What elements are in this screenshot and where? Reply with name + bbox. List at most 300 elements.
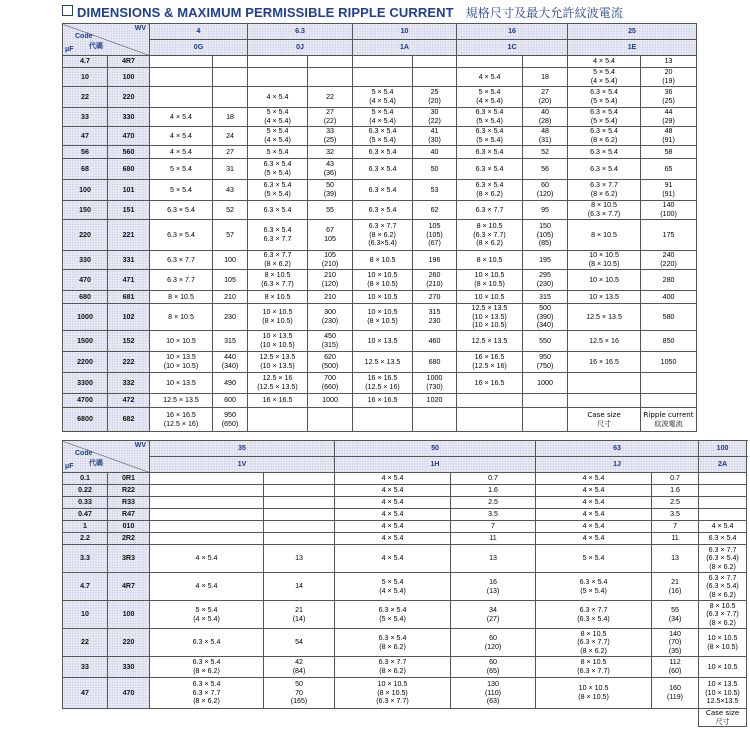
case-size-cell [457, 56, 523, 68]
code-cell: R33 [108, 497, 150, 509]
ripple-current-cell: 112 (60) [652, 657, 699, 678]
ripple-current-cell: 60 (120) [523, 180, 568, 201]
case-size-cell: 4 × 5.4 [335, 497, 451, 509]
case-size-cell: 16 × 16.5 [568, 352, 641, 373]
case-size-cell: 6.3 × 5.4 (5 × 5.4) [457, 108, 523, 127]
case-size-cell: 6.3 × 7.7 (6.3 × 5.4) (8 × 6.2) [699, 573, 747, 601]
table-row [63, 533, 747, 545]
case-size-cell: 5 × 5.4 (4 × 5.4) [150, 601, 264, 629]
table-row [63, 146, 697, 159]
case-size-cell: 6.3 × 7.7 [150, 251, 213, 270]
ripple-current-cell: 21 (16) [652, 573, 699, 601]
ripple-current-cell [213, 56, 248, 68]
case-size-cell: 5 × 5.4 (4 × 5.4) [353, 87, 413, 108]
ripple-current-cell: 40 [413, 146, 457, 159]
table-row [63, 573, 747, 601]
case-size-cell: 6.3 × 5.4 (5 × 5.4) [248, 159, 308, 180]
case-size-cell: 8 × 10.5 (6.3 × 7.7) (8 × 6.2) [457, 220, 523, 251]
ripple-current-cell [264, 521, 335, 533]
capacitance-cell: 47 [63, 678, 108, 709]
table-row [63, 201, 697, 220]
ripple-current-cell: 400 [641, 291, 697, 304]
code-cn-label: 代碼 [89, 459, 103, 467]
ripple-current-cell: 42 (84) [264, 657, 335, 678]
case-size-cell: 8 × 10.5 [568, 220, 641, 251]
case-size-cell [457, 394, 523, 408]
code-header: 1E [568, 40, 697, 56]
title-en: DIMENSIONS & MAXIMUM PERMISSIBLE RIPPLE CURRENT [77, 5, 454, 20]
case-size-cell [150, 521, 264, 533]
wv-label: WV [134, 442, 146, 449]
ripple-current-cell: 210 [213, 291, 248, 304]
code-cell: 221 [108, 220, 150, 251]
case-size-cell: 12.5 × 13.5 [457, 331, 523, 352]
capacitance-cell: 0.47 [63, 509, 108, 521]
case-size-cell: 4 × 5.4 [536, 533, 652, 545]
code-cell: 152 [108, 331, 150, 352]
code-label: Code [75, 33, 93, 40]
ripple-current-cell: 13 [652, 545, 699, 573]
case-size-cell: 10 × 13.5 [353, 331, 413, 352]
ripple-current-cell: 1.6 [652, 485, 699, 497]
capacitance-cell: 1500 [63, 331, 108, 352]
case-size-cell: 4 × 5.4 [150, 127, 213, 146]
case-size-cell: 4 × 5.4 [335, 473, 451, 485]
case-size-cell: 6.3 × 5.4 [699, 533, 747, 545]
ripple-current-cell: 18 [213, 108, 248, 127]
case-size-cell: 12.5 × 13.5 (10 × 13.5) (10 × 10.5) [457, 304, 523, 331]
case-size-cell: 4 × 5.4 [536, 485, 652, 497]
case-size-cell: 12.5 × 13.5 [568, 304, 641, 331]
table-row [63, 373, 697, 394]
capacitance-cell: 4.7 [63, 573, 108, 601]
ripple-current-cell: 41 (30) [413, 127, 457, 146]
ripple-current-cell [264, 533, 335, 545]
ripple-current-cell: 24 [213, 127, 248, 146]
code-cell: 331 [108, 251, 150, 270]
ripple-current-cell: 196 [413, 251, 457, 270]
ripple-current-cell: 100 [213, 251, 248, 270]
code-header: 1V [150, 457, 335, 473]
case-size-cell: 10 × 10.5 (8 × 10.5) [536, 678, 652, 709]
capacitance-cell: 68 [63, 159, 108, 180]
table-row [63, 601, 747, 629]
case-size-cell [150, 56, 213, 68]
case-size-cell: 6.3 × 5.4 [353, 159, 413, 180]
case-size-cell: 16 × 16.5 (12.5 × 16) [353, 373, 413, 394]
case-size-cell: 6.3 × 5.4 [150, 629, 264, 657]
ripple-current-cell: 1.6 [451, 485, 536, 497]
ripple-current-cell: 21 (14) [264, 601, 335, 629]
case-size-cell: 4 × 5.4 [457, 68, 523, 87]
capacitance-cell: 47 [63, 127, 108, 146]
ripple-current-cell: 440 (340) [213, 352, 248, 373]
table-row [63, 159, 697, 180]
case-size-cell: 6.3 × 7.7 (8 × 6.2) [568, 180, 641, 201]
case-size-cell: 6.3 × 5.4 (5 × 5.4) [457, 127, 523, 146]
ripple-current-cell: 48 (91) [641, 127, 697, 146]
table-row [63, 331, 697, 352]
ripple-current-cell: 43 [213, 180, 248, 201]
case-size-cell: 12.5 × 16 [568, 331, 641, 352]
voltage-header: 16 [457, 24, 568, 40]
ripple-current-cell: 18 [523, 68, 568, 87]
ripple-current-cell: 3.5 [451, 509, 536, 521]
ripple-current-cell: 65 [641, 159, 697, 180]
ripple-current-cell: 450 (315) [308, 331, 353, 352]
case-size-cell: 4 × 5.4 [536, 497, 652, 509]
ripple-current-cell: 550 [523, 331, 568, 352]
case-size-cell [457, 408, 523, 432]
case-size-cell: 8 × 10.5 [248, 291, 308, 304]
ripple-current-cell: 13 [451, 545, 536, 573]
table-row [63, 678, 747, 709]
capacitance-cell: 4700 [63, 394, 108, 408]
ripple-current-cell: 1000 [308, 394, 353, 408]
ripple-current-cell: 240 (220) [641, 251, 697, 270]
capacitance-cell: 220 [63, 220, 108, 251]
case-size-cell: 6.3 × 7.7 [150, 270, 213, 291]
case-size-cell [699, 497, 747, 509]
case-size-cell: 16 × 16.5 [353, 394, 413, 408]
ripple-current-cell: 0.7 [652, 473, 699, 485]
capacitance-cell: 33 [63, 657, 108, 678]
case-size-cell: 12.5 × 13.5 [353, 352, 413, 373]
code-header: 1J [536, 457, 699, 473]
case-size-cell: 4 × 5.4 [150, 146, 213, 159]
case-size-cell: 10 × 10.5 (8 × 10.5) (6.3 × 7.7) [335, 678, 451, 709]
case-size-cell: 8 × 10.5 [150, 291, 213, 304]
ripple-current-cell: 850 [641, 331, 697, 352]
case-size-cell [699, 509, 747, 521]
case-size-cell: 6.3 × 5.4 (5 × 5.4) [536, 573, 652, 601]
voltage-header: 25 [568, 24, 697, 40]
ripple-current-cell: 55 [308, 201, 353, 220]
ripple-current-cell: 160 (119) [652, 678, 699, 709]
code-cell: R47 [108, 509, 150, 521]
ripple-current-cell: 1050 [641, 352, 697, 373]
case-size-cell: 6.3 × 5.4 [353, 146, 413, 159]
table-row [63, 485, 747, 497]
case-size-cell: 12.5 × 16 (12.5 × 13.5) [248, 373, 308, 394]
table-row [63, 304, 697, 331]
table-row [63, 629, 747, 657]
ripple-current-cell: 67 105 [308, 220, 353, 251]
case-size-footer-label: Case size 尺寸 [568, 408, 641, 432]
case-size-cell: 5 × 5.4 (4 × 5.4) [568, 68, 641, 87]
case-size-cell: 5 × 5.4 [248, 146, 308, 159]
voltage-header: 100 [699, 441, 747, 457]
ripple-current-cell: 11 [451, 533, 536, 545]
capacitance-cell: 330 [63, 251, 108, 270]
ripple-current-cell [264, 485, 335, 497]
ripple-current-cell: 210 [308, 291, 353, 304]
voltage-header: 63 [536, 441, 699, 457]
case-size-cell: 4 × 5.4 [150, 545, 264, 573]
ripple-current-cell: 315 230 [413, 304, 457, 331]
ripple-current-cell [308, 408, 353, 432]
case-size-cell: 10 × 13.5 [568, 291, 641, 304]
case-size-cell: 8 × 10.5 [150, 304, 213, 331]
ripple-current-cell [264, 509, 335, 521]
case-size-cell: 6.3 × 5.4 6.3 × 7.7 (8 × 6.2) [150, 678, 264, 709]
case-size-cell [150, 473, 264, 485]
case-size-cell: 4 × 5.4 [150, 573, 264, 601]
ripple-current-cell: 600 [213, 394, 248, 408]
code-cell: 0R1 [108, 473, 150, 485]
table-row [63, 291, 697, 304]
ripple-current-cell: 57 [213, 220, 248, 251]
table-row [63, 180, 697, 201]
table-row [63, 56, 697, 68]
ripple-current-cell: 60 (65) [451, 657, 536, 678]
ripple-current-cell: 150 (105) (85) [523, 220, 568, 251]
ripple-current-cell: 1020 [413, 394, 457, 408]
ripple-current-cell: 460 [413, 331, 457, 352]
ripple-current-cell: 500 (390) (340) [523, 304, 568, 331]
ripple-current-cell [641, 373, 697, 394]
capacitance-cell: 3.3 [63, 545, 108, 573]
case-size-cell: 6.3 × 5.4 [457, 159, 523, 180]
ripple-current-footer-label: Ripple current 紋波電流 [641, 408, 697, 432]
case-size-cell: 6.3 × 7.7 (6.3 × 5.4) [536, 601, 652, 629]
ripple-current-cell [308, 56, 353, 68]
capacitance-cell: 4.7 [63, 56, 108, 68]
capacitance-cell: 150 [63, 201, 108, 220]
ripple-current-cell: 27 (22) [308, 108, 353, 127]
capacitance-cell: 3300 [63, 373, 108, 394]
case-size-cell [699, 473, 747, 485]
ripple-current-cell: 950 (750) [523, 352, 568, 373]
ripple-current-cell: 20 (19) [641, 68, 697, 87]
ripple-current-cell: 43 (36) [308, 159, 353, 180]
case-size-cell: 10 × 10.5 (8 × 10.5) [568, 251, 641, 270]
code-cell: 3R3 [108, 545, 150, 573]
ripple-current-cell: 27 [213, 146, 248, 159]
ripple-current-cell [413, 408, 457, 432]
case-size-cell: 5 × 5.4 [150, 159, 213, 180]
case-size-cell [150, 533, 264, 545]
case-size-cell: 6.3 × 5.4 (5 × 5.4) [248, 180, 308, 201]
capacitance-cell: 10 [63, 601, 108, 629]
capacitance-cell: 6800 [63, 408, 108, 432]
ripple-current-cell [213, 68, 248, 87]
voltage-header: 50 [335, 441, 536, 457]
table-row [63, 87, 697, 108]
voltage-header: 10 [353, 24, 457, 40]
ripple-current-cell: 16 (13) [451, 573, 536, 601]
code-cell: 222 [108, 352, 150, 373]
ripple-current-cell: 53 [413, 180, 457, 201]
ripple-current-cell: 620 (500) [308, 352, 353, 373]
ripple-current-cell: 62 [413, 201, 457, 220]
ripple-current-cell: 31 [213, 159, 248, 180]
case-size-cell: 4 × 5.4 [536, 473, 652, 485]
ripple-current-cell: 34 (27) [451, 601, 536, 629]
case-size-cell: 10 × 10.5 (8 × 10.5) [457, 270, 523, 291]
ripple-current-cell: 91 (91) [641, 180, 697, 201]
case-size-cell: 10 × 13.5 (10 × 10.5) 12.5×13.5 [699, 678, 747, 709]
case-size-cell [353, 56, 413, 68]
case-size-cell: 8 × 10.5 [353, 251, 413, 270]
case-size-cell: 5 × 5.4 (4 × 5.4) [353, 108, 413, 127]
case-size-cell: 16 × 16.5 [248, 394, 308, 408]
case-size-cell: 5 × 5.4 (4 × 5.4) [457, 87, 523, 108]
code-cell: 471 [108, 270, 150, 291]
case-size-cell: 4 × 5.4 [536, 509, 652, 521]
case-size-cell: 4 × 5.4 [150, 108, 213, 127]
ripple-current-cell: 580 [641, 304, 697, 331]
ripple-current-cell: 50 (39) [308, 180, 353, 201]
case-size-cell: 10 × 10.5 (8 × 10.5) [353, 270, 413, 291]
ripple-current-cell: 30 (22) [413, 108, 457, 127]
ripple-current-cell [264, 473, 335, 485]
case-size-cell: 6.3 × 5.4 (5 × 5.4) [335, 601, 451, 629]
case-size-cell: 6.3 × 7.7 (6.3 × 5.4) (8 × 6.2) [699, 545, 747, 573]
case-size-cell: 12.5 × 13.5 [150, 394, 213, 408]
case-size-cell: 8 × 10.5 (6.3 × 7.7) (8 × 6.2) [536, 629, 652, 657]
code-header: 0J [248, 40, 353, 56]
footer-row [63, 709, 747, 727]
code-cell: 332 [108, 373, 150, 394]
capacitance-cell: 0.1 [63, 473, 108, 485]
ripple-current-cell: 175 [641, 220, 697, 251]
code-cell: 2R2 [108, 533, 150, 545]
code-label: Code [75, 450, 93, 457]
code-cell: 681 [108, 291, 150, 304]
case-size-cell: 5 × 5.4 (4 × 5.4) [248, 127, 308, 146]
ripple-current-cell: 950 (650) [213, 408, 248, 432]
case-size-cell: 6.3 × 5.4 [353, 201, 413, 220]
ripple-current-cell [413, 68, 457, 87]
case-size-cell: 5 × 5.4 [536, 545, 652, 573]
case-size-cell: 4 × 5.4 [335, 533, 451, 545]
table-row [63, 68, 697, 87]
ripple-current-cell: 280 [641, 270, 697, 291]
ripple-current-cell: 1000 (730) [413, 373, 457, 394]
case-size-cell: 6.3 × 5.4 (5 × 5.4) [353, 127, 413, 146]
case-size-cell: 10 × 10.5 [457, 291, 523, 304]
ripple-current-cell: 3.5 [652, 509, 699, 521]
code-cell: 470 [108, 127, 150, 146]
capacitance-cell: 2.2 [63, 533, 108, 545]
ripple-current-cell: 140 (70) (35) [652, 629, 699, 657]
case-size-cell [150, 509, 264, 521]
case-size-cell: 4 × 5.4 [335, 545, 451, 573]
case-size-cell [568, 373, 641, 394]
code-cn-label: 代碼 [89, 42, 103, 50]
case-size-cell: 6.3 × 5.4 [150, 220, 213, 251]
ripple-current-cell: 27 (20) [523, 87, 568, 108]
table-row [63, 473, 747, 485]
ripple-current-cell: 295 (230) [523, 270, 568, 291]
case-size-cell [150, 87, 213, 108]
ripple-current-cell: 50 [413, 159, 457, 180]
ripple-current-cell: 52 [213, 201, 248, 220]
case-size-cell: 10 × 10.5 [150, 331, 213, 352]
table-row [63, 408, 697, 432]
ripple-current-cell: 13 [264, 545, 335, 573]
code-cell: 330 [108, 657, 150, 678]
table-row [63, 251, 697, 270]
capacitance-cell: 1000 [63, 304, 108, 331]
code-cell: 220 [108, 87, 150, 108]
ripple-current-cell [213, 87, 248, 108]
ripple-current-cell: 130 (110) (63) [451, 678, 536, 709]
case-size-cell: 8 × 10.5 (6.3 × 7.7) [568, 201, 641, 220]
ripple-current-cell: 14 [264, 573, 335, 601]
capacitance-cell: 22 [63, 629, 108, 657]
voltage-header: 35 [150, 441, 335, 457]
case-size-cell: 10 × 10.5 (8 × 10.5) [248, 304, 308, 331]
case-size-cell [150, 485, 264, 497]
uf-label: μF [65, 46, 74, 53]
table-row [63, 509, 747, 521]
case-size-cell: 6.3 × 5.4 [150, 201, 213, 220]
case-size-cell: 10 × 13.5 (10 × 10.5) [150, 352, 213, 373]
ripple-current-cell: 56 [523, 159, 568, 180]
ripple-current-cell [523, 394, 568, 408]
case-size-footer-label: Case size 尺寸 [699, 709, 747, 727]
case-size-cell: 4 × 5.4 [699, 521, 747, 533]
code-header: 2A [699, 457, 747, 473]
ripple-current-cell: 50 70 (165) [264, 678, 335, 709]
code-header: 0G [150, 40, 248, 56]
case-size-cell: 6.3 × 5.4 [457, 146, 523, 159]
capacitance-cell: 470 [63, 270, 108, 291]
table-row [63, 270, 697, 291]
code-header: 1C [457, 40, 568, 56]
ripple-table-low-voltage [62, 23, 697, 432]
ripple-current-cell: 680 [413, 352, 457, 373]
table-row [63, 545, 747, 573]
ripple-current-cell: 105 [213, 270, 248, 291]
wv-label: WV [134, 25, 146, 32]
case-size-cell: 10 × 10.5 [568, 270, 641, 291]
code-cell: 682 [108, 408, 150, 432]
ripple-current-cell: 315 [523, 291, 568, 304]
ripple-current-cell: 48 (31) [523, 127, 568, 146]
ripple-current-cell [413, 56, 457, 68]
ripple-current-cell: 260 (210) [413, 270, 457, 291]
ripple-current-cell: 0.7 [451, 473, 536, 485]
code-header: 1A [353, 40, 457, 56]
case-size-cell: 12.5 × 13.5 (10 × 13.5) [248, 352, 308, 373]
table-row [63, 657, 747, 678]
code-cell: 151 [108, 201, 150, 220]
case-size-cell [248, 68, 308, 87]
case-size-cell: 4 × 5.4 [335, 485, 451, 497]
case-size-cell: 4 × 5.4 [335, 509, 451, 521]
ripple-current-cell: 54 [264, 629, 335, 657]
case-size-cell: 8 × 10.5 (6.3 × 7.7) [248, 270, 308, 291]
case-size-cell: 6.3 × 5.4 (5 × 5.4) [568, 87, 641, 108]
ripple-current-cell: 105 (105) (67) [413, 220, 457, 251]
title-cn: 規格尺寸及最大允許紋波電流 [465, 6, 623, 20]
case-size-cell: 10 × 10.5 [353, 291, 413, 304]
footer-blank [63, 709, 699, 727]
case-size-cell: 5 × 5.4 (4 × 5.4) [335, 573, 451, 601]
case-size-cell [568, 394, 641, 408]
ripple-current-cell: 2.5 [451, 497, 536, 509]
code-cell: 102 [108, 304, 150, 331]
case-size-cell: 16 × 16.5 (12.5 × 16) [150, 408, 213, 432]
ripple-current-cell: 55 (34) [652, 601, 699, 629]
ripple-current-cell: 210 (120) [308, 270, 353, 291]
code-cell: 472 [108, 394, 150, 408]
case-size-cell: 10 × 13.5 [150, 373, 213, 394]
case-size-cell [150, 68, 213, 87]
